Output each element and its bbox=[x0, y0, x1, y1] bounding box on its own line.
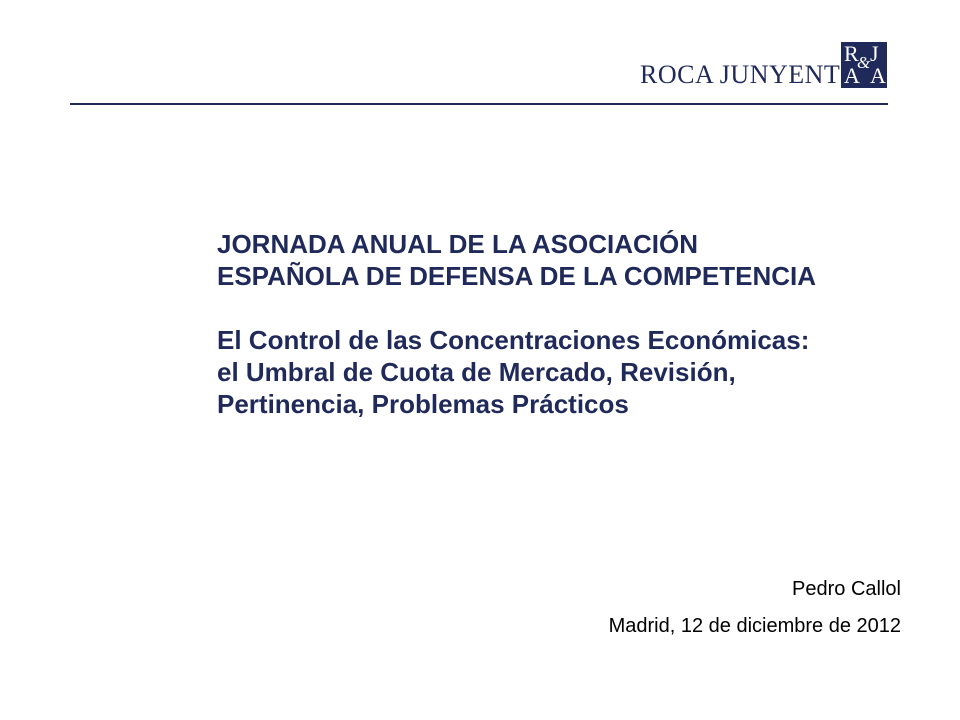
header-divider bbox=[70, 103, 888, 105]
title-line: JORNADA ANUAL DE LA ASOCIACIÓN bbox=[217, 229, 699, 259]
title-spacer bbox=[217, 292, 937, 324]
monogram-ampersand: & bbox=[857, 53, 871, 72]
brand-name: ROCA JUNYENT bbox=[640, 60, 841, 89]
monogram-letter: R bbox=[844, 41, 859, 66]
subtitle-line: El Control de las Concentraciones Económicas: bbox=[217, 325, 810, 355]
subtitle-line: Pertinencia, Problemas Prácticos bbox=[217, 389, 629, 419]
subtitle-line: el Umbral de Cuota de Mercado, Revisión, bbox=[217, 357, 736, 387]
monogram-logo bbox=[841, 42, 887, 88]
monogram-letter: A bbox=[844, 63, 860, 88]
slide-title bbox=[217, 228, 937, 420]
title-line: ESPAÑOLA DE DEFENSA DE LA COMPETENCIA bbox=[217, 261, 817, 291]
monogram-letter: A bbox=[870, 63, 886, 88]
place-date: Madrid, 12 de diciembre de 2012 bbox=[608, 615, 901, 637]
author-name: Pedro Callol bbox=[792, 578, 901, 600]
monogram-letter: J bbox=[870, 41, 879, 66]
